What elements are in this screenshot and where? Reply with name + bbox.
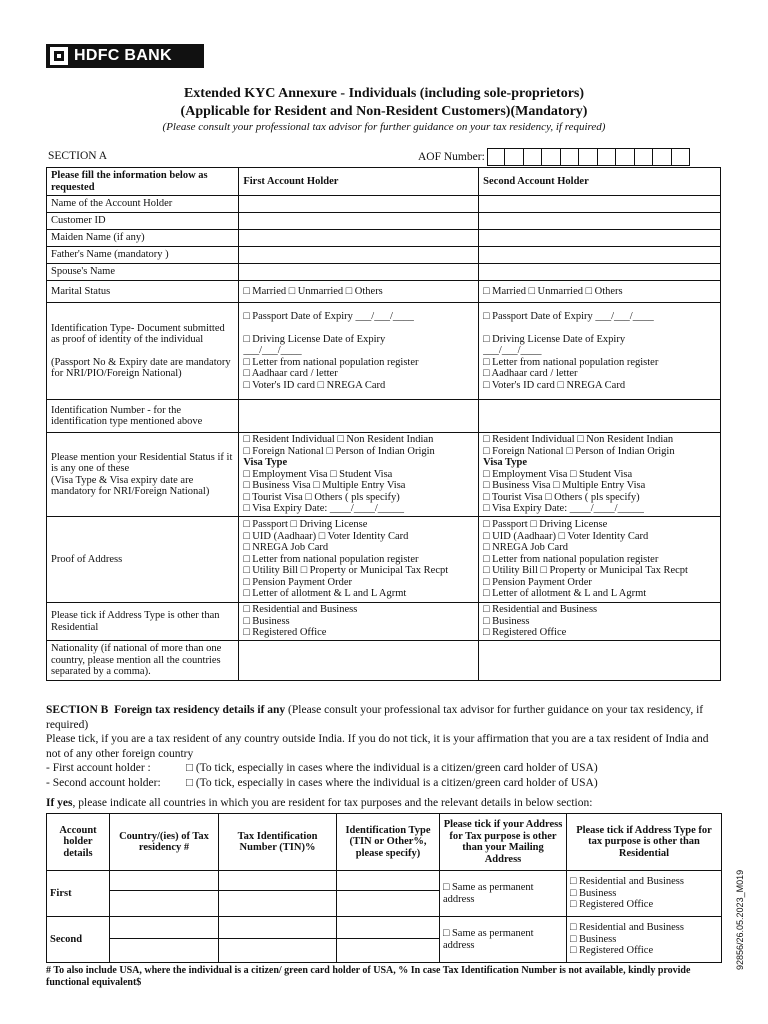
- second-customer-id-field[interactable]: [479, 213, 721, 230]
- proof-option[interactable]: □ Letter from national population register: [483, 553, 659, 565]
- address-type-option[interactable]: □ Residential and Business: [483, 604, 598, 616]
- visa-row-3[interactable]: □ Tourist Visa □ Others ( pls specify): [243, 491, 400, 503]
- visa-type-label: Visa Type: [483, 457, 528, 469]
- first-account-holder-name-field[interactable]: [239, 196, 479, 213]
- header-tin: Tax Identification Number (TIN)%: [219, 814, 337, 871]
- aof-number-boxes[interactable]: [487, 148, 691, 166]
- first-tax-address-type-options[interactable]: [567, 871, 722, 917]
- proof-option[interactable]: □ Letter from national population register: [243, 553, 419, 565]
- section-b-heading: [46, 703, 722, 732]
- aof-digit-box[interactable]: [616, 148, 635, 166]
- section-b: [46, 703, 722, 790]
- resident-status-checkbox-row[interactable]: □ Resident Individual □ Non Resident Indian: [483, 434, 674, 446]
- second-father-name-field[interactable]: [479, 247, 721, 264]
- proof-option[interactable]: □ Passport □ Driving License: [243, 519, 368, 531]
- address-type-option[interactable]: □ Registered Office: [243, 627, 327, 639]
- first-identification-type-options[interactable]: [239, 303, 479, 400]
- second-tin-field-1[interactable]: [219, 917, 337, 939]
- form-note: (Please consult your professional tax advisor for further guidance on your tax residency, if required): [162, 121, 606, 133]
- proof-option[interactable]: □ Utility Bill □ Property or Municipal Tax Recpt: [243, 565, 449, 577]
- second-tin-field-2[interactable]: [219, 939, 337, 963]
- proof-option[interactable]: □ Letter of allotment & L and L Agrmt: [243, 588, 407, 600]
- footnote: # To also include USA, where the individual is a citizen/ green card holder of USA, % In case Tax Identification Number is not available, kindly provide functional equivalent$: [46, 965, 691, 988]
- header-tax-address-type: Please tick if Address Type for tax purpose is other than Residential: [567, 814, 722, 871]
- header-identification-type: Identification Type (TIN or Other%, please specify): [337, 814, 440, 871]
- aof-label: AOF Number:: [418, 151, 485, 163]
- proof-option[interactable]: □ UID (Aadhaar) □ Voter Identity Card: [243, 530, 409, 542]
- visa-row-1[interactable]: □ Employment Visa □ Student Visa: [243, 468, 393, 480]
- aof-digit-box[interactable]: [542, 148, 561, 166]
- form-subtitle: (Applicable for Resident and Non-Resident Customers)(Mandatory): [180, 104, 588, 119]
- tax-residency-table: [46, 813, 722, 963]
- foreign-status-checkbox-row[interactable]: □ Foreign National □ Person of Indian Origin: [243, 445, 435, 457]
- first-holder-tick-text[interactable]: □ (To tick, especially in cases where the individual is a citizen/green card holder of USA): [186, 762, 598, 774]
- residential-status-text: Please mention your Residential Status if it is any one of these: [51, 451, 233, 474]
- second-same-address-checkbox[interactable]: □ Same as permanent address: [440, 917, 567, 963]
- if-yes-rest: , please indicate all countries in which you are resident for tax purposes and the relevant details in below section:: [72, 797, 593, 809]
- proof-option[interactable]: □ NREGA Job Card: [243, 542, 329, 554]
- second-spouse-name-field[interactable]: [479, 264, 721, 281]
- second-identification-type-options[interactable]: [479, 303, 721, 400]
- label-nationality: Nationality (if national of more than one country, please mention all the countries separated by a comma).: [47, 641, 239, 681]
- first-same-address-checkbox[interactable]: □ Same as permanent address: [440, 871, 567, 917]
- section-a-table: [46, 167, 721, 681]
- aof-digit-box[interactable]: [653, 148, 672, 166]
- first-holder-row-label: First: [47, 871, 110, 917]
- label-father-name: Father's Name (mandatory ): [47, 247, 239, 264]
- first-holder-tax-tick[interactable]: [46, 761, 722, 776]
- first-id-type-field-1[interactable]: [337, 871, 440, 891]
- first-customer-id-field[interactable]: [239, 213, 479, 230]
- first-address-type-options[interactable]: [239, 603, 479, 641]
- form-code: 92856/26.05.2023_M019: [735, 869, 745, 970]
- second-id-type-field-1[interactable]: [337, 917, 440, 939]
- label-identification-type: [47, 303, 239, 400]
- npr-letter-checkbox[interactable]: □ Letter from national population register: [483, 356, 659, 368]
- first-country-field-1[interactable]: [110, 871, 219, 891]
- proof-option[interactable]: □ NREGA Job Card: [483, 542, 568, 554]
- second-marital-status-options[interactable]: □ Married □ Unmarried □ Others: [479, 281, 721, 303]
- aof-digit-box[interactable]: [524, 148, 543, 166]
- second-holder-tick-text[interactable]: □ (To tick, especially in cases where the individual is a citizen/green card holder of USA): [186, 776, 598, 789]
- aof-digit-box[interactable]: [672, 148, 691, 166]
- label-address-type: Please tick if Address Type is other than Residential: [47, 603, 239, 641]
- tax-address-type-option[interactable]: □ Registered Office: [570, 945, 654, 957]
- second-residential-status-options[interactable]: [479, 433, 721, 517]
- header-instructions: Please fill the information below as requested: [47, 168, 239, 196]
- voter-nrega-checkbox[interactable]: □ Voter's ID card □ NREGA Card: [483, 379, 626, 391]
- second-nationality-field[interactable]: [479, 641, 721, 681]
- first-id-type-field-2[interactable]: [337, 891, 440, 917]
- second-address-type-options[interactable]: [479, 603, 721, 641]
- section-b-title-note: (Please consult your professional tax advisor for further guidance on your tax residency, if required): [46, 704, 704, 731]
- section-b-title: Foreign tax residency details if any: [114, 704, 286, 716]
- passport-checkbox[interactable]: □ Passport Date of Expiry ___/___/____: [243, 311, 414, 322]
- second-holder-tax-tick[interactable]: [46, 776, 722, 791]
- visa-expiry-row[interactable]: □ Visa Expiry Date: ____/____/_____: [243, 503, 404, 515]
- tax-address-type-option[interactable]: □ Residential and Business: [570, 876, 684, 888]
- visa-row-3[interactable]: □ Tourist Visa □ Others ( pls specify): [483, 491, 640, 503]
- first-spouse-name-field[interactable]: [239, 264, 479, 281]
- second-id-type-field-2[interactable]: [337, 939, 440, 963]
- header-first-holder: First Account Holder: [239, 168, 479, 196]
- first-identification-number-field[interactable]: [239, 400, 479, 433]
- second-holder-label: - Second account holder:: [46, 776, 161, 789]
- visa-row-1[interactable]: □ Employment Visa □ Student Visa: [483, 468, 633, 480]
- header-account-holder-details: Account holder details: [47, 814, 110, 871]
- first-father-name-field[interactable]: [239, 247, 479, 264]
- aof-digit-box[interactable]: [505, 148, 524, 166]
- second-country-field-2[interactable]: [110, 939, 219, 963]
- label-maiden-name: Maiden Name (if any): [47, 230, 239, 247]
- second-maiden-name-field[interactable]: [479, 230, 721, 247]
- section-a-label: SECTION A: [48, 150, 108, 162]
- label-customer-id: Customer ID: [47, 213, 239, 230]
- driving-license-expiry[interactable]: ___/___/____: [243, 345, 302, 356]
- header-country-tax-residency: Country/(ies) of Tax residency #: [110, 814, 219, 871]
- first-nationality-field[interactable]: [239, 641, 479, 681]
- bank-logo-icon: [50, 47, 68, 65]
- visa-row-2[interactable]: □ Business Visa □ Multiple Entry Visa: [243, 480, 406, 492]
- identification-type-note: (Passport No & Expiry date are mandatory for NRI/PIO/Foreign National): [51, 356, 231, 379]
- section-b-label: SECTION B: [46, 704, 109, 716]
- proof-option[interactable]: □ Letter of allotment & L and L Agrmt: [483, 588, 647, 600]
- second-tax-address-type-options[interactable]: [567, 917, 722, 963]
- aadhaar-checkbox[interactable]: □ Aadhaar card / letter: [483, 368, 578, 379]
- first-marital-status-options[interactable]: □ Married □ Unmarried □ Others: [239, 281, 479, 303]
- foreign-status-checkbox-row[interactable]: □ Foreign National □ Person of Indian Origin: [483, 445, 675, 457]
- identification-type-text: Identification Type- Document submitted as proof of identity of the individual: [51, 322, 225, 345]
- residential-status-note: (Visa Type & Visa expiry date are mandatory for NRI/Foreign National): [51, 474, 210, 497]
- proof-option[interactable]: □ Pension Payment Order: [483, 576, 592, 588]
- driving-license-checkbox[interactable]: □ Driving License Date of Expiry: [243, 333, 386, 345]
- section-b-paragraph: Please tick, if you are a tax resident of any country outside India. If you do not tick, it is your affirmation that you are a tax resident of India and not of any other foreign country: [46, 733, 709, 760]
- if-yes-bold: If yes: [46, 797, 73, 809]
- first-residential-status-options[interactable]: [239, 433, 479, 517]
- proof-option[interactable]: □ Pension Payment Order: [243, 576, 353, 588]
- address-type-option[interactable]: □ Business: [243, 615, 290, 627]
- bank-logo: [46, 44, 204, 68]
- address-type-option[interactable]: □ Residential and Business: [243, 604, 358, 616]
- label-proof-of-address: Proof of Address: [47, 517, 239, 603]
- npr-letter-checkbox[interactable]: □ Letter from national population register: [243, 356, 419, 368]
- proof-option[interactable]: □ UID (Aadhaar) □ Voter Identity Card: [483, 530, 649, 542]
- proof-option[interactable]: □ Utility Bill □ Property or Municipal Tax Recpt: [483, 565, 688, 577]
- form-title: Extended KYC Annexure - Individuals (including sole-proprietors): [183, 86, 585, 101]
- aadhaar-checkbox[interactable]: □ Aadhaar card / letter: [243, 368, 338, 379]
- proof-option[interactable]: □ Passport □ Driving License: [483, 519, 608, 531]
- aof-number: [418, 148, 690, 166]
- driving-license-checkbox[interactable]: □ Driving License Date of Expiry: [483, 333, 626, 345]
- passport-checkbox[interactable]: □ Passport Date of Expiry ___/___/____: [483, 311, 654, 322]
- label-marital-status: Marital Status: [47, 281, 239, 303]
- tax-address-type-option[interactable]: □ Registered Office: [570, 899, 654, 911]
- second-holder-row-label: Second: [47, 917, 110, 963]
- bank-name: HDFC BANK: [74, 47, 172, 64]
- label-spouse-name: Spouse's Name: [47, 264, 239, 281]
- first-maiden-name-field[interactable]: [239, 230, 479, 247]
- header-second-holder: Second Account Holder: [479, 168, 721, 196]
- label-identification-number: Identification Number - for the identification type mentioned above: [47, 400, 239, 433]
- first-proof-of-address-options[interactable]: [239, 517, 479, 603]
- second-country-field-1[interactable]: [110, 917, 219, 939]
- aof-digit-box[interactable]: [598, 148, 617, 166]
- driving-license-expiry[interactable]: ___/___/____: [483, 345, 542, 356]
- tax-address-type-option[interactable]: □ Business: [570, 933, 617, 945]
- voter-nrega-checkbox[interactable]: □ Voter's ID card □ NREGA Card: [243, 379, 386, 391]
- first-tin-field-1[interactable]: [219, 871, 337, 891]
- header-tax-address: Please tick if your Address for Tax purpose is other than your Mailing Address: [440, 814, 567, 871]
- first-tin-field-2[interactable]: [219, 891, 337, 917]
- tax-address-type-option[interactable]: □ Residential and Business: [570, 922, 684, 934]
- aof-digit-box[interactable]: [579, 148, 598, 166]
- visa-row-2[interactable]: □ Business Visa □ Multiple Entry Visa: [483, 480, 646, 492]
- second-account-holder-name-field[interactable]: [479, 196, 721, 213]
- aof-digit-box[interactable]: [635, 148, 654, 166]
- label-account-holder-name: Name of the Account Holder: [47, 196, 239, 213]
- aof-digit-box[interactable]: [561, 148, 580, 166]
- resident-status-checkbox-row[interactable]: □ Resident Individual □ Non Resident Indian: [243, 434, 434, 446]
- aof-digit-box[interactable]: [487, 148, 506, 166]
- second-proof-of-address-options[interactable]: [479, 517, 721, 603]
- address-type-option[interactable]: □ Registered Office: [483, 627, 567, 639]
- first-country-field-2[interactable]: [110, 891, 219, 917]
- second-identification-number-field[interactable]: [479, 400, 721, 433]
- address-type-option[interactable]: □ Business: [483, 615, 530, 627]
- label-residential-status: [47, 433, 239, 517]
- visa-expiry-row[interactable]: □ Visa Expiry Date: ____/____/_____: [483, 503, 644, 515]
- first-holder-label: - First account holder :: [46, 762, 151, 774]
- tax-address-type-option[interactable]: □ Business: [570, 887, 617, 899]
- if-yes-instruction: [46, 797, 592, 809]
- visa-type-label: Visa Type: [243, 457, 288, 469]
